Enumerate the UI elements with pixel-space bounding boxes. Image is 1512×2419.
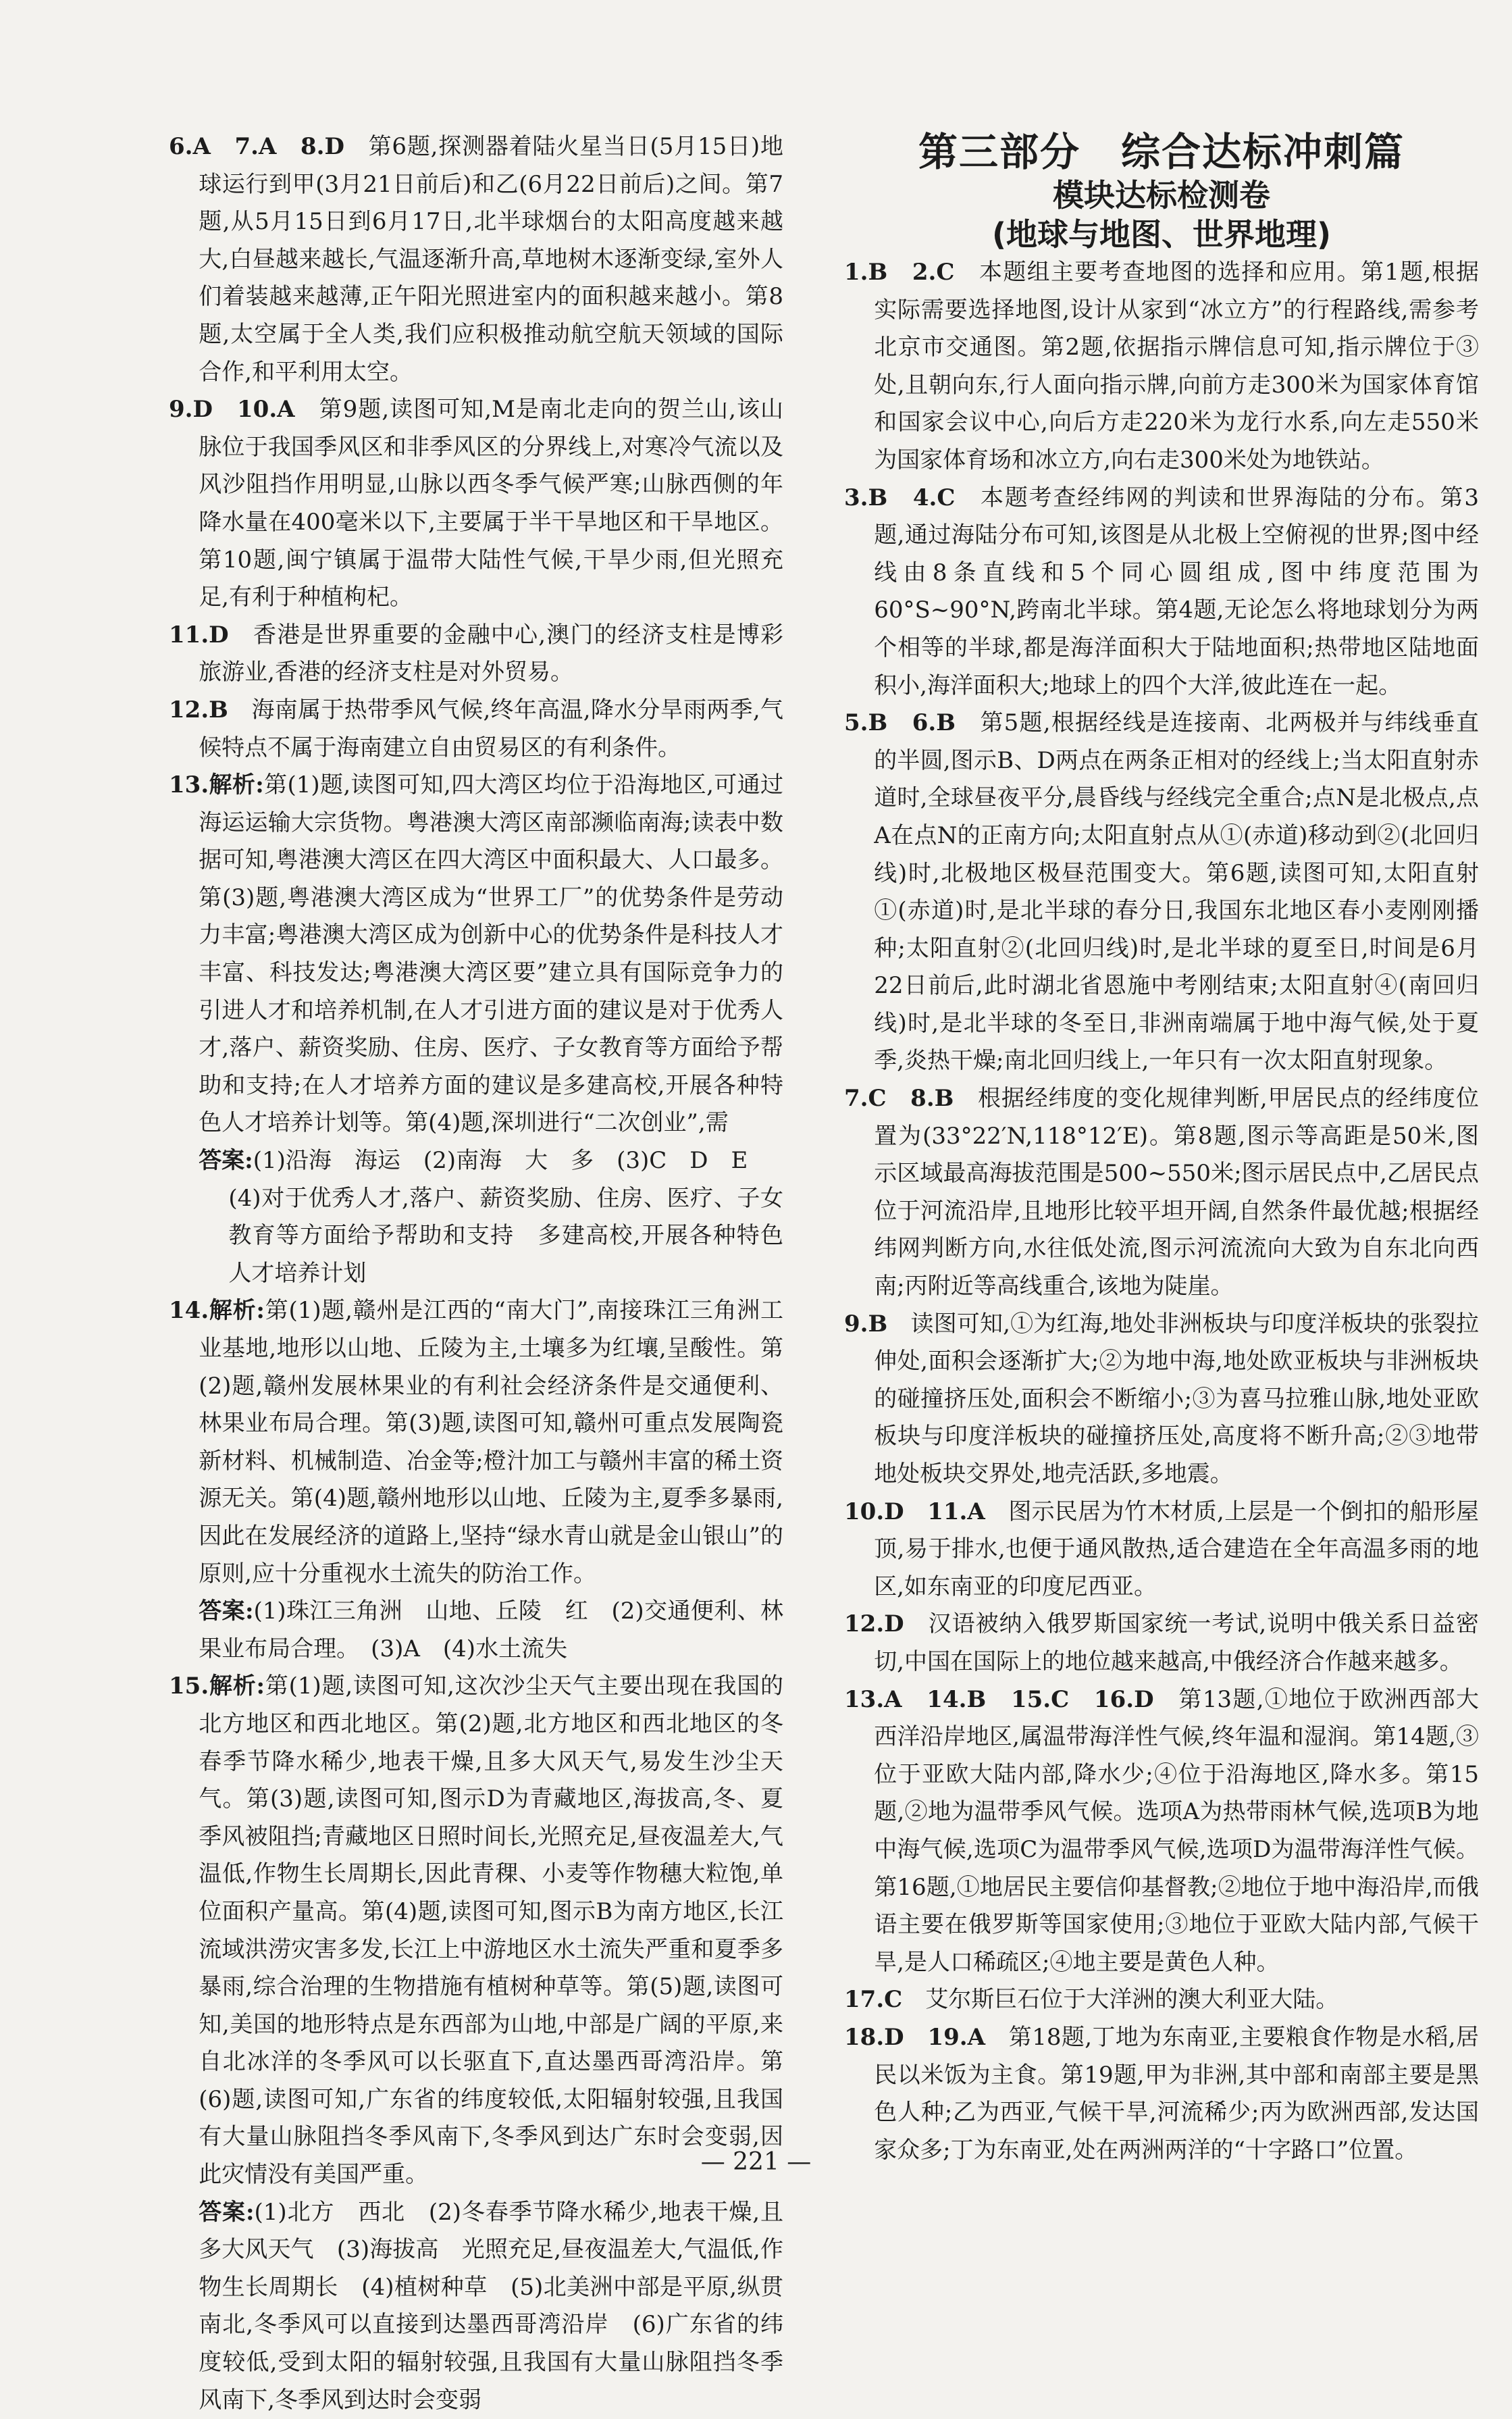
explanation-text: 海南属于热带季风气候,终年高温,降水分旱雨两季,气候特点不属于海南建立自由贸易区的有利条件。: [199, 696, 783, 761]
answer-entry-9: [844, 1306, 1479, 1494]
question-numbers: 17.C: [844, 1986, 903, 2014]
answer-label: 答案:: [199, 2198, 255, 2226]
question-numbers: 13.解析:: [169, 771, 264, 799]
answer-entry-11: [169, 617, 783, 692]
question-numbers: 9.D 10.A: [169, 396, 295, 424]
answer-label: 答案:: [199, 1147, 253, 1175]
explanation-text: 第5题,根据经线是连接南、北两极并与纬线垂直的半圆,图示B、D两点在两条正相对的经线上;当太阳直射赤道时,全球昼夜平分,晨昏线与经线完全重合;点N是北极点,点A在点N的正南方向;太阳直射点从①(赤道)移动到②(北回归线)时,北极地区极昼范围变大。第6题,读图可知,太阳直射①(赤道)时,是北半球的春分日,我国东北地区春小麦刚刚播种;太阳直射②(北回归线)时,是北半球的夏至日,时间是6月22日前后,此时湖北省恩施中考刚结束;太阳直射④(南回归线)时,是北半球的冬至日,非洲南端属于地中海气候,处于夏季,炎热干燥;南北回归线上,一年只有一次太阳直射现象。: [874, 709, 1479, 1075]
question-numbers: 3.B 4.C: [844, 484, 956, 511]
explanation-text: 图示民居为竹木材质,上层是一个倒扣的船形屋顶,易于排水,也便于通风散热,适合建造在全年高温多雨的地区,如东南亚的印度尼西亚。: [874, 1498, 1480, 1600]
explanation-text: 第13题,①地位于欧洲西部大西洋沿岸地区,属温带海洋性气候,终年温和湿润。第14题,③位于亚欧大陆内部,降水少;④位于沿海地区,降水多。第15题,②地为温带季风气候。选项A为热带雨林气候,选项B为地中海气候,选项C为温带季风气候,选项D为温带海洋性气候。第16题,①地居民主要信仰基督教;②地位于地中海沿岸,而俄语主要在俄罗斯等国家使用;③地位于亚欧大陆内部,气候干旱,是人口稀疏区;④地主要是黄色人种。: [874, 1685, 1479, 1976]
section-title: 模块达标检测卷: [1053, 177, 1270, 213]
answer-entry-3-4: [844, 480, 1479, 705]
answer-entry-5-6: [844, 705, 1479, 1080]
question-numbers: 15.解析:: [169, 1673, 265, 1700]
question-numbers: 9.B: [844, 1310, 888, 1338]
question-numbers: 14.解析:: [169, 1297, 265, 1325]
left-column: [169, 128, 783, 2419]
answer-label: 答案:: [199, 1598, 254, 1625]
right-column: [844, 128, 1479, 2169]
explanation-text: 第(1)题,读图可知,这次沙尘天气主要出现在我国的北方地区和西北地区。第(2)题,北方地区和西北地区的冬春季节降水稀少,地表干燥,且多大风天气,易发生沙尘天气。第(3)题,读图可知,图示D为青藏地区,海拔高,冬、夏季风被阻挡;青藏地区日照时间长,光照充足,昼夜温差大,气温低,作物生长周期长,因此青稞、小麦等作物穗大粒饱,单位面积产量高。第(4)题,读图可知,图示B为南方地区,长江流域洪涝灾害多发,长江上中游地区水土流失严重和夏季多暴雨,综合治理的生物措施有植树种草等。第(5)题,读图可知,美国的地形特点是东西部为山地,中部是广阔的平原,来自北冰洋的冬季风可以长驱直下,直达墨西哥湾沿岸。第(6)题,读图可知,广东省的纬度较低,太阳辐射较强,且我国有大量山脉阻挡冬季风南下,冬季风到达广东时会变弱,因此灾情没有美国严重。: [199, 1673, 784, 2189]
question-numbers: 6.A 7.A 8.D: [169, 133, 344, 160]
question-numbers: 11.D: [169, 621, 229, 648]
question-numbers: 1.B 2.C: [844, 259, 955, 286]
explanation-text: 香港是世界重要的金融中心,澳门的经济支柱是博彩旅游业,香港的经济支柱是对外贸易。: [199, 621, 783, 686]
question-numbers: 5.B 6.B: [844, 709, 956, 737]
explanation-text: 第6题,探测器着陆火星当日(5月15日)地球运行到甲(3月21日前后)和乙(6月22日前后)之间。第7题,从5月15日到6月17日,北半球烟台的太阳高度越来越大,白昼越来越长,气温逐渐升高,草地树木逐渐变绿,室外人们着装越来越薄,正午阳光照进室内的面积越来越小。第8题,太空属于全人类,我们应积极推动航空航天领域的国际合作,和平利用太空。: [199, 133, 783, 386]
explanation-text: 本题组主要考查地图的选择和应用。第1题,根据实际需要选择地图,设计从家到“冰立方”的行程路线,需参考北京市交通图。第2题,依据指示牌信息可知,指示牌位于③处,且朝向东,行人面向指示牌,向前方走300米为国家体育馆和国家会议中心,向后方走220米为龙行水系,向左走550米为国家体育场和冰立方,向右走300米处为地铁站。: [874, 259, 1479, 474]
question-numbers: 13.A 14.B 15.C 16.D: [844, 1685, 1154, 1713]
explanation-text: 第(1)题,赣州是江西的“南大门”,南接珠江三角洲工业基地,地形以山地、丘陵为主,土壤多为红壤,呈酸性。第(2)题,赣州发展林果业的有利社会经济条件是交通便利、林果业布局合理。第(3)题,读图可知,赣州可重点发展陶瓷新材料、机械制造、冶金等;橙汁加工与赣州丰富的稀土资源无关。第(4)题,赣州地形以山地、丘陵为主,夏季多暴雨,因此在发展经济的道路上,坚持“绿水青山就是金山银山”的原则,应十分重视水土流失的防治工作。: [199, 1297, 783, 1587]
answer-entry-10-11: [844, 1494, 1479, 1606]
answer-text: (1)珠江三角洲 山地、丘陵 红 (2)交通便利、林果业布局合理。 (3)A (4)水土流失: [199, 1598, 783, 1662]
explanation-text: 根据经纬度的变化规律判断,甲居民点的经纬度位置为(33°22′N,118°12′E)。第8题,图示等高距是50米,图示区域最高海拔范围是500~550米;图示居民点中,乙居民点位于河流沿岸,且地形比较平坦开阔,自然条件最优越;根据经纬网判断方向,水往低处流,图示河流流向大致为自东北向西南;丙附近等高线重合,该地为陡崖。: [874, 1085, 1479, 1300]
answer-text: (1)沿海 海运 (2)南海 大 多 (3)C D E: [253, 1147, 748, 1175]
answer-text: (1)北方 西北 (2)冬春季节降水稀少,地表干燥,且多大风天气 (3)海拔高 光照充足,昼夜温差大,气温低,作物生长周期长 (4)植树种草 (5)北美洲中部是平原,纵贯南北,冬季风可以直接到达墨西哥湾沿岸 (6)广东省的纬度较低,受到太阳的辐射较强,且我国有大量山脉阻挡冬季风南下,冬季风到达时会变弱: [199, 2198, 783, 2414]
answer-entry-14: [169, 1292, 783, 1593]
answer-15-line: [169, 2194, 783, 2419]
answer-entry-12: [169, 692, 783, 767]
explanation-text: 第9题,读图可知,M是南北走向的贺兰山,该山脉位于我国季风区和非季风区的分界线上,对寒冷气流以及风沙阻挡作用明显,山脉以西冬季气候严寒;山脉西侧的年降水量在400毫米以下,主要属于半干旱地区和干旱地区。第10题,闽宁镇属于温带大陆性气候,干旱少雨,但光照充足,有利于种植枸杞。: [199, 396, 783, 611]
question-numbers: 18.D 19.A: [844, 2023, 985, 2051]
explanation-text: 第18题,丁地为东南亚,主要粮食作物是水稻,居民以米饭为主食。第19题,甲为非洲,其中部和南部主要是黑色人种;乙为西亚,气候干旱,河流稀少;丙为欧洲西部,发达国家众多;丁为东南亚,处在两洲两洋的“十字路口”位置。: [874, 2023, 1479, 2164]
answer-entry-18-19: [844, 2019, 1479, 2169]
question-numbers: 12.B: [169, 696, 228, 723]
answer-entry-7-8: [844, 1080, 1479, 1306]
page-number: — 221 —: [700, 2148, 812, 2176]
explanation-text: 汉语被纳入俄罗斯国家统一考试,说明中俄关系日益密切,中国在国际上的地位越来越高,中俄经济合作越来越多。: [874, 1610, 1479, 1675]
answer-entry-12r: [844, 1606, 1479, 1681]
explanation-text: 艾尔斯巨石位于大洋洲的澳大利亚大陆。: [902, 1986, 1339, 2014]
answer-entry-9-10: [169, 391, 783, 617]
section-subtitle: (地球与地图、世界地理): [991, 216, 1332, 253]
question-numbers: 12.D: [844, 1610, 904, 1638]
part-title: 第三部分 综合达标冲刺篇: [918, 129, 1405, 175]
answer-14-line: [169, 1593, 783, 1668]
answer-entry-13: [169, 767, 783, 1142]
answer-13-line: [169, 1142, 783, 1180]
answer-entry-1-2: [844, 254, 1479, 480]
answer-entry-6-8: [169, 128, 783, 391]
answer-entry-17: [844, 1981, 1479, 2019]
answer-text: (4)对于优秀人才,落户、薪资奖励、住房、医疗、子女教育等方面给予帮助和支持 多建高校,开展各种特色人才培养计划: [228, 1184, 783, 1287]
answer-entry-15: [169, 1668, 783, 2193]
answer-entry-13-16: [844, 1681, 1479, 1982]
explanation-text: 读图可知,①为红海,地处非洲板块与印度洋板块的张裂拉伸处,面积会逐渐扩大;②为地中海,地处欧亚板块与非洲板块的碰撞挤压处,面积会不断缩小;③为喜马拉雅山脉,地处亚欧板块与印度洋板块的碰撞挤压处,高度将不断升高;②③地带地处板块交界处,地壳活跃,多地震。: [874, 1310, 1479, 1487]
answer-13-more: [169, 1180, 783, 1293]
explanation-text: 第(1)题,读图可知,四大湾区均位于沿海地区,可通过海运运输大宗货物。粤港澳大湾区南部濒临南海;读表中数据可知,粤港澳大湾区在四大湾区中面积最大、人口最多。第(3)题,粤港澳大湾区成为“世界工厂”的优势条件是劳动力丰富;粤港澳大湾区成为创新中心的优势条件是科技人才丰富、科技发达;粤港澳大湾区要”建立具有国际竞争力的引进人才和培养机制,在人才引进方面的建议是对于优秀人才,落户、薪资奖励、住房、医疗、子女教育等方面给予帮助和支持;在人才培养方面的建议是多建高校,开展各种特色人才培养计划等。第(4)题,深圳进行“二次创业”,需: [199, 771, 783, 1137]
explanation-text: 本题考查经纬网的判读和世界海陆的分布。第3题,通过海陆分布可知,该图是从北极上空俯视的世界;图中经线由8条直线和5个同心圆组成,图中纬度范围为60°S~90°N,跨南北半球。第4题,无论怎么将地球划分为两个相等的半球,都是海洋面积大于陆地面积;热带地区陆地面积小,海洋面积大;地球上的四个大洋,彼此连在一起。: [874, 484, 1479, 699]
question-numbers: 10.D 11.A: [844, 1498, 985, 1525]
question-numbers: 7.C 8.B: [844, 1085, 954, 1113]
